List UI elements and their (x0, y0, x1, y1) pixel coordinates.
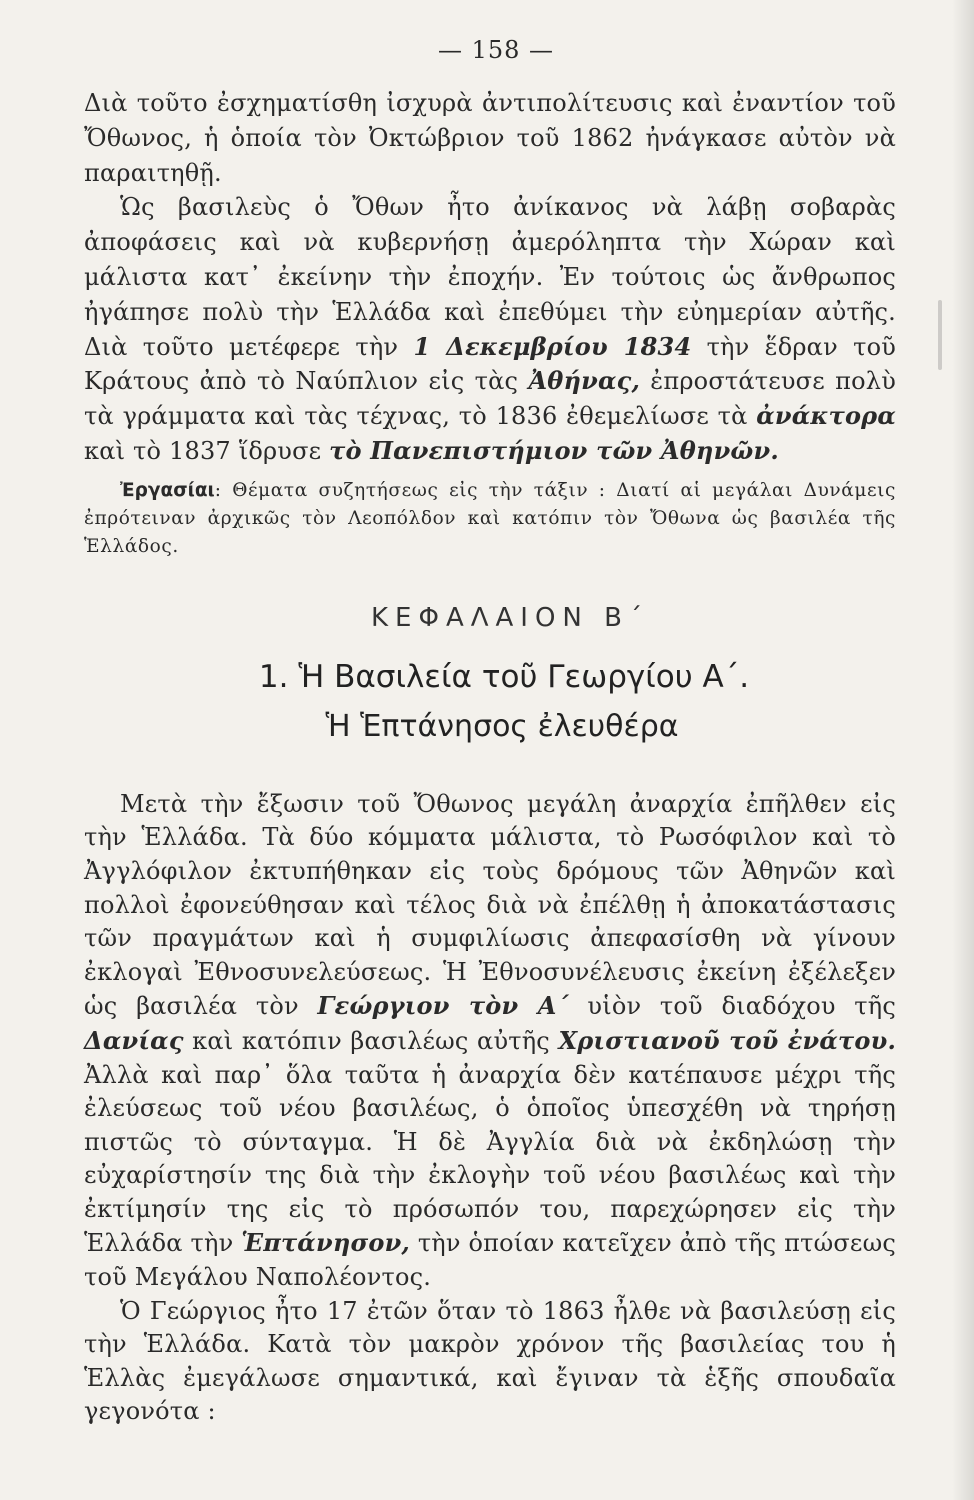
text-run: καὶ κατόπιν βασιλέως αὐτῆς (183, 1026, 559, 1055)
george-emphasis: Γεώργιον τὸν Α΄ (317, 991, 569, 1021)
paragraph-anarchy (84, 788, 896, 1295)
paragraph-george-reign: Ὁ Γεώργιος ἦτο 17 ἐτῶν ὅταν τὸ 1863 ἦλθε νὰ βασιλεύσῃ εἰς τὴν Ἑλλάδα. Κατὰ τὸν μακρὸν χρόνον τῆς βασιλείας του ἡ Ἑλλὰς ἐμεγάλωσε σημαντικά, καὶ ἔγιναν τὰ ἑξῆς σπουδαῖα γεγονότα : (84, 1296, 896, 1426)
heptanese-emphasis: Ἑπτάνησον, (241, 1228, 410, 1258)
intro-section (84, 86, 896, 469)
margin-mark (938, 300, 942, 370)
exercise-text: : Θέματα συζητήσεως εἰς τὴν τάξιν : Διατί αἱ μεγάλαι Δυνάμεις ἐπρότειναν ἀρχικῶς τὸν Λεοπόλδον καὶ κατόπιν τὸν Ὄθωνα ὡς βασιλέα τῆς Ἑλλάδος. (84, 479, 896, 557)
text-run: καὶ τὸ 1837 ἵδρυσε (84, 436, 330, 465)
university-emphasis: τὸ Πανεπιστήμιον τῶν Ἀθηνῶν. (329, 435, 779, 465)
text-run: Ὡς βασιλεὺς ὁ Ὄθων ἦτο ἀνίκανος νὰ λάβῃ σοβαρὰς ἀποφάσεις καὶ νὰ κυβερνήσῃ ἀμερόληπτα τὴν Χώραν καὶ μάλιστα κατ᾽ ἐκείνην τὴν ἐποχήν. Ἐν τούτοις ὡς ἄνθρωπος ἠγάπησε πολὺ τὴν Ἑλλάδα καὶ ἐπεθύμει τὴν εὐημερίαν αὐτῆς. Διὰ τοῦτο μετέφερε τὴν (84, 193, 896, 361)
athens-emphasis: Ἀθήνας, (528, 366, 641, 396)
chapter-label: ΚΕΦΑΛΑΙΟΝ Β΄ (371, 602, 649, 633)
exercise-note (84, 477, 896, 561)
exercise-label: Ἐργασίαι (120, 479, 215, 501)
text-run: ἐπροστάτευσε πολὺ τὰ γράμματα καὶ τὰς τέχνας, τὸ 1836 ἐθεμελίωσε τὰ (84, 367, 896, 431)
christian-emphasis: Χριστιανοῦ τοῦ ἐνάτου. (558, 1025, 897, 1055)
text-run: Ἀλλὰ καὶ παρ᾽ ὅλα ταῦτα ἡ ἀναρχία δὲν κατέπαυσε μέχρι τῆς ἐλεύσεως τοῦ νέου βασιλέως, ὁ ὁποῖος ὑπεσχέθη νὰ τηρήσῃ πιστῶς τὸ σύνταγμα. Ἡ δὲ Ἀγγλία διὰ νὰ ἐκδηλώσῃ τὴν εὐχαρίστησίν της διὰ τὴν ἐκλογὴν τοῦ νέου βασιλέως καὶ τὴν ἐκτίμησίν της εἰς τὸ πρόσωπόν του, παρεχώρησεν εἰς τὴν Ἑλλάδα τὴν (84, 1060, 896, 1258)
text-run: Μετὰ τὴν ἔξωσιν τοῦ Ὄθωνος μεγάλη ἀναρχία ἐπῆλθεν εἰς τὴν Ἑλλάδα. Τὰ δύο κόμματα μάλιστα, τὸ Ρωσόφιλον καὶ τὸ Ἀγγλόφιλον ἐκτυπήθηκαν εἰς τοὺς δρόμους τῶν Ἀθηνῶν καὶ πολλοὶ ἐφονεύθησαν καὶ τέλος διὰ νὰ ἐπέλθῃ ἡ ἀποκατάστασις τῶν πραγμάτων καὶ ἡ συμφιλίωσις ἀπεφασίσθη νὰ γίνουν ἐκλογαὶ Ἐθνοσυνελεύσεως. Ἡ Ἐθνοσυνέλευσις ἐκείνη ἐξέλεξεν ὡς βασιλέα τὸν (84, 789, 896, 1021)
paragraph-otto-reign (84, 190, 896, 468)
palace-emphasis: ἀνάκτορα (756, 401, 896, 431)
book-page (84, 36, 896, 1429)
main-section (84, 788, 896, 1429)
text-run: τὴν ὁποίαν κατεῖχεν ἀπὸ τῆς πτώσεως τοῦ Μεγάλου Ναπολέοντος. (84, 1229, 896, 1292)
page-edge-shadow (952, 0, 974, 1500)
page-number: — 158 — (437, 36, 555, 64)
section-title: 1. Ἡ Βασιλεία τοῦ Γεωργίου Α΄. (258, 658, 750, 695)
paragraph-abdication: Διὰ τοῦτο ἐσχηματίσθη ἰσχυρὰ ἀντιπολίτευσις καὶ ἐναντίον τοῦ Ὄθωνος, ἡ ὁποία τὸν Ὀκτώβριον τοῦ 1862 ἠνάγκασε αὐτὸν νὰ παραιτηθῇ. (84, 89, 896, 187)
section-subtitle: Ἡ Ἑπτάνησος ἐλευθέρα (325, 708, 679, 744)
denmark-emphasis: Δανίας (84, 1025, 184, 1055)
text-run: τὴν ἕδραν τοῦ Κράτους ἀπὸ τὸ Ναύπλιον εἰς τὰς (84, 332, 897, 396)
text-run: υἱὸν τοῦ διαδόχου τῆς (568, 992, 896, 1021)
date-emphasis: 1 Δεκεμβρίου 1834 (413, 331, 692, 361)
